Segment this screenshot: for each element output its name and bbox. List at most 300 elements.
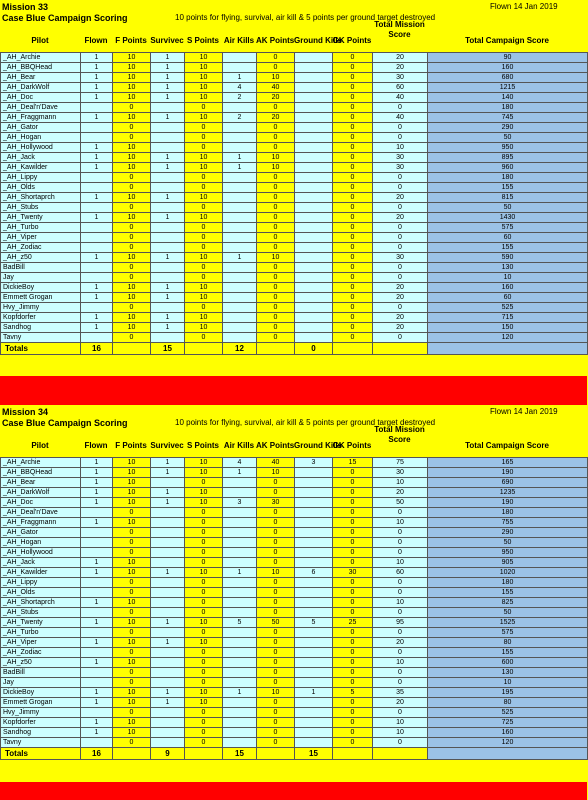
s-points-cell[interactable]: 0 — [185, 738, 223, 748]
air-kills-cell[interactable]: 1 — [223, 163, 257, 173]
pilot-cell[interactable]: _AH_Olds — [1, 588, 81, 598]
flown-cell[interactable]: 1 — [81, 163, 113, 173]
gk-points-cell[interactable]: 0 — [333, 123, 373, 133]
total-mission-score-cell[interactable]: 0 — [373, 223, 428, 233]
ground-kills-cell[interactable] — [295, 133, 333, 143]
s-points-cell[interactable]: 10 — [185, 293, 223, 303]
ground-kills-cell[interactable] — [295, 698, 333, 708]
f-points-cell[interactable]: 10 — [113, 558, 151, 568]
survived-cell[interactable] — [151, 273, 185, 283]
air-kills-cell[interactable] — [223, 738, 257, 748]
survived-cell[interactable] — [151, 133, 185, 143]
total-campaign-score-cell[interactable]: 1525 — [428, 618, 588, 628]
f-points-cell[interactable]: 0 — [113, 123, 151, 133]
pilot-cell[interactable]: _AH_BBQHead — [1, 468, 81, 478]
f-points-cell[interactable]: 0 — [113, 678, 151, 688]
ak-points-cell[interactable]: 0 — [257, 103, 295, 113]
air-kills-cell[interactable]: 5 — [223, 618, 257, 628]
ground-kills-cell[interactable] — [295, 538, 333, 548]
ak-points-cell[interactable]: 0 — [257, 283, 295, 293]
survived-cell[interactable] — [151, 103, 185, 113]
s-points-cell[interactable]: 0 — [185, 668, 223, 678]
pilot-cell[interactable]: Hvy_Jimmy — [1, 303, 81, 313]
f-points-cell[interactable]: 10 — [113, 718, 151, 728]
survived-cell[interactable] — [151, 558, 185, 568]
f-points-cell[interactable]: 0 — [113, 273, 151, 283]
air-kills-cell[interactable] — [223, 648, 257, 658]
flown-cell[interactable] — [81, 648, 113, 658]
ground-kills-cell[interactable] — [295, 648, 333, 658]
s-points-cell[interactable]: 10 — [185, 253, 223, 263]
flown-cell[interactable]: 1 — [81, 558, 113, 568]
s-points-cell[interactable]: 0 — [185, 678, 223, 688]
air-kills-cell[interactable] — [223, 133, 257, 143]
air-kills-cell[interactable] — [223, 193, 257, 203]
total-mission-score-cell[interactable]: 0 — [373, 548, 428, 558]
f-points-cell[interactable]: 0 — [113, 628, 151, 638]
air-kills-cell[interactable] — [223, 313, 257, 323]
ground-kills-cell[interactable] — [295, 183, 333, 193]
ground-kills-cell[interactable] — [295, 468, 333, 478]
survived-cell[interactable] — [151, 183, 185, 193]
survived-cell[interactable]: 1 — [151, 213, 185, 223]
flown-cell[interactable]: 1 — [81, 598, 113, 608]
flown-cell[interactable]: 1 — [81, 323, 113, 333]
survived-cell[interactable]: 1 — [151, 93, 185, 103]
ground-kills-cell[interactable] — [295, 293, 333, 303]
total-mission-score-cell[interactable]: 10 — [373, 598, 428, 608]
ground-kills-cell[interactable] — [295, 143, 333, 153]
pilot-cell[interactable]: _AH_Hogan — [1, 133, 81, 143]
survived-cell[interactable] — [151, 658, 185, 668]
survived-cell[interactable] — [151, 708, 185, 718]
s-points-cell[interactable]: 10 — [185, 113, 223, 123]
survived-cell[interactable] — [151, 578, 185, 588]
air-kills-cell[interactable] — [223, 558, 257, 568]
ak-points-cell[interactable]: 0 — [257, 133, 295, 143]
flown-cell[interactable]: 1 — [81, 283, 113, 293]
ground-kills-cell[interactable] — [295, 658, 333, 668]
survived-cell[interactable]: 1 — [151, 53, 185, 63]
gk-points-cell[interactable]: 0 — [333, 303, 373, 313]
f-points-cell[interactable]: 10 — [113, 498, 151, 508]
ak-points-cell[interactable]: 0 — [257, 488, 295, 498]
ak-points-cell[interactable]: 0 — [257, 578, 295, 588]
f-points-cell[interactable]: 0 — [113, 183, 151, 193]
gk-points-cell[interactable]: 0 — [333, 668, 373, 678]
ground-kills-cell[interactable] — [295, 263, 333, 273]
pilot-cell[interactable]: _AH_Fraggmann — [1, 518, 81, 528]
f-points-cell[interactable]: 0 — [113, 263, 151, 273]
ground-kills-cell[interactable] — [295, 53, 333, 63]
ak-points-cell[interactable]: 0 — [257, 53, 295, 63]
s-points-cell[interactable]: 0 — [185, 273, 223, 283]
total-campaign-score-cell[interactable]: 90 — [428, 53, 588, 63]
flown-cell[interactable] — [81, 273, 113, 283]
air-kills-cell[interactable]: 1 — [223, 568, 257, 578]
total-mission-score-cell[interactable]: 0 — [373, 648, 428, 658]
air-kills-cell[interactable] — [223, 63, 257, 73]
ground-kills-cell[interactable] — [295, 213, 333, 223]
survived-cell[interactable]: 1 — [151, 468, 185, 478]
total-campaign-score-cell[interactable]: 600 — [428, 658, 588, 668]
s-points-cell[interactable]: 0 — [185, 518, 223, 528]
f-points-cell[interactable]: 0 — [113, 648, 151, 658]
total-campaign-score-cell[interactable]: 60 — [428, 293, 588, 303]
air-kills-cell[interactable] — [223, 548, 257, 558]
f-points-cell[interactable]: 10 — [113, 283, 151, 293]
s-points-cell[interactable]: 10 — [185, 698, 223, 708]
ground-kills-cell[interactable] — [295, 678, 333, 688]
ak-points-cell[interactable]: 0 — [257, 173, 295, 183]
pilot-cell[interactable]: _AH_Hollywood — [1, 143, 81, 153]
total-campaign-score-cell[interactable]: 950 — [428, 143, 588, 153]
s-points-cell[interactable]: 0 — [185, 528, 223, 538]
flown-cell[interactable] — [81, 528, 113, 538]
total-mission-score-cell[interactable]: 0 — [373, 173, 428, 183]
s-points-cell[interactable]: 10 — [185, 468, 223, 478]
gk-points-cell[interactable]: 0 — [333, 678, 373, 688]
ak-points-cell[interactable]: 0 — [257, 548, 295, 558]
gk-points-cell[interactable]: 0 — [333, 648, 373, 658]
s-points-cell[interactable]: 0 — [185, 728, 223, 738]
air-kills-cell[interactable] — [223, 53, 257, 63]
total-mission-score-cell[interactable]: 0 — [373, 103, 428, 113]
total-campaign-score-cell[interactable]: 165 — [428, 458, 588, 468]
flown-cell[interactable] — [81, 173, 113, 183]
gk-points-cell[interactable]: 0 — [333, 143, 373, 153]
survived-cell[interactable]: 1 — [151, 498, 185, 508]
f-points-cell[interactable]: 10 — [113, 93, 151, 103]
f-points-cell[interactable]: 0 — [113, 578, 151, 588]
ak-points-cell[interactable]: 0 — [257, 183, 295, 193]
gk-points-cell[interactable]: 0 — [333, 93, 373, 103]
ak-points-cell[interactable]: 10 — [257, 253, 295, 263]
gk-points-cell[interactable]: 0 — [333, 203, 373, 213]
total-mission-score-cell[interactable]: 30 — [373, 253, 428, 263]
flown-cell[interactable]: 1 — [81, 688, 113, 698]
total-mission-score-cell[interactable]: 40 — [373, 113, 428, 123]
ground-kills-cell[interactable] — [295, 628, 333, 638]
s-points-cell[interactable]: 10 — [185, 63, 223, 73]
total-mission-score-cell[interactable]: 0 — [373, 303, 428, 313]
total-campaign-score-cell[interactable]: 1235 — [428, 488, 588, 498]
pilot-cell[interactable]: DickieBoy — [1, 283, 81, 293]
flown-cell[interactable] — [81, 133, 113, 143]
ak-points-cell[interactable]: 0 — [257, 63, 295, 73]
ground-kills-cell[interactable] — [295, 73, 333, 83]
total-mission-score-cell[interactable]: 0 — [373, 668, 428, 678]
ak-points-cell[interactable]: 0 — [257, 698, 295, 708]
air-kills-cell[interactable] — [223, 478, 257, 488]
total-mission-score-cell[interactable]: 0 — [373, 333, 428, 343]
flown-cell[interactable]: 1 — [81, 498, 113, 508]
s-points-cell[interactable]: 0 — [185, 598, 223, 608]
ak-points-cell[interactable]: 0 — [257, 333, 295, 343]
flown-cell[interactable] — [81, 233, 113, 243]
s-points-cell[interactable]: 10 — [185, 618, 223, 628]
ak-points-cell[interactable]: 0 — [257, 123, 295, 133]
ground-kills-cell[interactable] — [295, 83, 333, 93]
ak-points-cell[interactable]: 0 — [257, 728, 295, 738]
air-kills-cell[interactable] — [223, 273, 257, 283]
flown-cell[interactable]: 1 — [81, 488, 113, 498]
total-campaign-score-cell[interactable]: 180 — [428, 173, 588, 183]
survived-cell[interactable] — [151, 243, 185, 253]
ak-points-cell[interactable]: 0 — [257, 303, 295, 313]
flown-cell[interactable] — [81, 508, 113, 518]
f-points-cell[interactable]: 10 — [113, 618, 151, 628]
survived-cell[interactable] — [151, 528, 185, 538]
ak-points-cell[interactable]: 10 — [257, 73, 295, 83]
gk-points-cell[interactable]: 0 — [333, 263, 373, 273]
flown-cell[interactable] — [81, 628, 113, 638]
total-mission-score-cell[interactable]: 10 — [373, 478, 428, 488]
s-points-cell[interactable]: 0 — [185, 243, 223, 253]
ground-kills-cell[interactable] — [295, 163, 333, 173]
air-kills-cell[interactable] — [223, 658, 257, 668]
f-points-cell[interactable]: 10 — [113, 488, 151, 498]
total-campaign-score-cell[interactable]: 190 — [428, 498, 588, 508]
total-mission-score-cell[interactable]: 0 — [373, 273, 428, 283]
gk-points-cell[interactable]: 0 — [333, 608, 373, 618]
total-campaign-score-cell[interactable]: 80 — [428, 698, 588, 708]
total-mission-score-cell[interactable]: 0 — [373, 578, 428, 588]
ground-kills-cell[interactable] — [295, 283, 333, 293]
flown-cell[interactable] — [81, 548, 113, 558]
total-mission-score-cell[interactable]: 0 — [373, 263, 428, 273]
flown-cell[interactable] — [81, 708, 113, 718]
f-points-cell[interactable]: 10 — [113, 213, 151, 223]
pilot-cell[interactable]: _AH_Kawilder — [1, 568, 81, 578]
total-mission-score-cell[interactable]: 30 — [373, 468, 428, 478]
ak-points-cell[interactable]: 0 — [257, 708, 295, 718]
pilot-cell[interactable]: _AH_Stubs — [1, 203, 81, 213]
air-kills-cell[interactable]: 1 — [223, 253, 257, 263]
flown-cell[interactable]: 1 — [81, 63, 113, 73]
total-campaign-score-cell[interactable]: 180 — [428, 103, 588, 113]
ground-kills-cell[interactable] — [295, 668, 333, 678]
air-kills-cell[interactable] — [223, 183, 257, 193]
f-points-cell[interactable]: 10 — [113, 143, 151, 153]
pilot-cell[interactable]: _AH_Olds — [1, 183, 81, 193]
pilot-cell[interactable]: _AH_Jack — [1, 558, 81, 568]
total-campaign-score-cell[interactable]: 1215 — [428, 83, 588, 93]
total-campaign-score-cell[interactable]: 825 — [428, 598, 588, 608]
survived-cell[interactable]: 1 — [151, 638, 185, 648]
air-kills-cell[interactable] — [223, 628, 257, 638]
f-points-cell[interactable]: 10 — [113, 73, 151, 83]
flown-cell[interactable] — [81, 333, 113, 343]
flown-cell[interactable] — [81, 608, 113, 618]
total-mission-score-cell[interactable]: 75 — [373, 458, 428, 468]
f-points-cell[interactable]: 10 — [113, 63, 151, 73]
s-points-cell[interactable]: 10 — [185, 638, 223, 648]
survived-cell[interactable]: 1 — [151, 73, 185, 83]
pilot-cell[interactable]: Sandhog — [1, 728, 81, 738]
survived-cell[interactable] — [151, 518, 185, 528]
pilot-cell[interactable]: _AH_Turbo — [1, 223, 81, 233]
flown-cell[interactable] — [81, 183, 113, 193]
ground-kills-cell[interactable]: 5 — [295, 618, 333, 628]
gk-points-cell[interactable]: 0 — [333, 63, 373, 73]
flown-cell[interactable] — [81, 678, 113, 688]
ground-kills-cell[interactable] — [295, 223, 333, 233]
pilot-cell[interactable]: _AH_Twenty — [1, 618, 81, 628]
survived-cell[interactable]: 1 — [151, 688, 185, 698]
ak-points-cell[interactable]: 0 — [257, 608, 295, 618]
total-mission-score-cell[interactable]: 0 — [373, 203, 428, 213]
ground-kills-cell[interactable] — [295, 728, 333, 738]
total-campaign-score-cell[interactable]: 525 — [428, 708, 588, 718]
total-campaign-score-cell[interactable]: 80 — [428, 638, 588, 648]
survived-cell[interactable] — [151, 738, 185, 748]
gk-points-cell[interactable]: 0 — [333, 588, 373, 598]
total-mission-score-cell[interactable]: 0 — [373, 628, 428, 638]
total-mission-score-cell[interactable]: 20 — [373, 638, 428, 648]
ak-points-cell[interactable]: 0 — [257, 273, 295, 283]
survived-cell[interactable] — [151, 628, 185, 638]
pilot-cell[interactable]: _AH_BBQHead — [1, 63, 81, 73]
survived-cell[interactable] — [151, 303, 185, 313]
s-points-cell[interactable]: 0 — [185, 718, 223, 728]
ak-points-cell[interactable]: 10 — [257, 468, 295, 478]
ground-kills-cell[interactable] — [295, 708, 333, 718]
f-points-cell[interactable]: 10 — [113, 53, 151, 63]
ak-points-cell[interactable]: 10 — [257, 688, 295, 698]
gk-points-cell[interactable]: 0 — [333, 518, 373, 528]
air-kills-cell[interactable] — [223, 143, 257, 153]
ak-points-cell[interactable]: 0 — [257, 243, 295, 253]
gk-points-cell[interactable]: 0 — [333, 213, 373, 223]
flown-cell[interactable] — [81, 103, 113, 113]
total-mission-score-cell[interactable]: 60 — [373, 568, 428, 578]
ground-kills-cell[interactable] — [295, 93, 333, 103]
total-campaign-score-cell[interactable]: 155 — [428, 183, 588, 193]
s-points-cell[interactable]: 0 — [185, 333, 223, 343]
total-campaign-score-cell[interactable]: 10 — [428, 678, 588, 688]
ground-kills-cell[interactable] — [295, 578, 333, 588]
pilot-cell[interactable]: _AH_z50 — [1, 658, 81, 668]
flown-cell[interactable]: 1 — [81, 518, 113, 528]
ground-kills-cell[interactable]: 3 — [295, 458, 333, 468]
s-points-cell[interactable]: 10 — [185, 458, 223, 468]
pilot-cell[interactable]: _AH_Fraggmann — [1, 113, 81, 123]
survived-cell[interactable] — [151, 508, 185, 518]
gk-points-cell[interactable]: 0 — [333, 163, 373, 173]
total-campaign-score-cell[interactable]: 155 — [428, 243, 588, 253]
ak-points-cell[interactable]: 40 — [257, 83, 295, 93]
air-kills-cell[interactable] — [223, 293, 257, 303]
gk-points-cell[interactable]: 0 — [333, 333, 373, 343]
ak-points-cell[interactable]: 10 — [257, 153, 295, 163]
total-mission-score-cell[interactable]: 30 — [373, 163, 428, 173]
f-points-cell[interactable]: 0 — [113, 508, 151, 518]
total-campaign-score-cell[interactable]: 10 — [428, 273, 588, 283]
s-points-cell[interactable]: 0 — [185, 203, 223, 213]
s-points-cell[interactable]: 10 — [185, 498, 223, 508]
gk-points-cell[interactable]: 0 — [333, 508, 373, 518]
air-kills-cell[interactable]: 1 — [223, 153, 257, 163]
pilot-cell[interactable]: _AH_Zodiac — [1, 243, 81, 253]
pilot-cell[interactable]: Sandhog — [1, 323, 81, 333]
total-mission-score-cell[interactable]: 0 — [373, 508, 428, 518]
gk-points-cell[interactable]: 0 — [333, 548, 373, 558]
total-campaign-score-cell[interactable]: 575 — [428, 223, 588, 233]
s-points-cell[interactable]: 10 — [185, 213, 223, 223]
total-mission-score-cell[interactable]: 10 — [373, 518, 428, 528]
ak-points-cell[interactable]: 0 — [257, 738, 295, 748]
air-kills-cell[interactable]: 3 — [223, 498, 257, 508]
survived-cell[interactable] — [151, 718, 185, 728]
gk-points-cell[interactable]: 0 — [333, 53, 373, 63]
gk-points-cell[interactable]: 0 — [333, 323, 373, 333]
ak-points-cell[interactable]: 0 — [257, 263, 295, 273]
air-kills-cell[interactable]: 1 — [223, 688, 257, 698]
pilot-cell[interactable]: _AH_Hollywood — [1, 548, 81, 558]
flown-cell[interactable]: 1 — [81, 113, 113, 123]
total-campaign-score-cell[interactable]: 160 — [428, 283, 588, 293]
survived-cell[interactable] — [151, 478, 185, 488]
total-mission-score-cell[interactable]: 20 — [373, 323, 428, 333]
pilot-cell[interactable]: _AH_Archie — [1, 53, 81, 63]
gk-points-cell[interactable]: 15 — [333, 458, 373, 468]
total-campaign-score-cell[interactable]: 50 — [428, 133, 588, 143]
survived-cell[interactable] — [151, 548, 185, 558]
gk-points-cell[interactable]: 0 — [333, 598, 373, 608]
s-points-cell[interactable]: 10 — [185, 688, 223, 698]
gk-points-cell[interactable]: 0 — [333, 283, 373, 293]
gk-points-cell[interactable]: 0 — [333, 628, 373, 638]
total-campaign-score-cell[interactable]: 715 — [428, 313, 588, 323]
flown-cell[interactable] — [81, 578, 113, 588]
flown-cell[interactable] — [81, 668, 113, 678]
gk-points-cell[interactable]: 0 — [333, 578, 373, 588]
total-mission-score-cell[interactable]: 50 — [373, 498, 428, 508]
flown-cell[interactable] — [81, 738, 113, 748]
ak-points-cell[interactable]: 0 — [257, 658, 295, 668]
f-points-cell[interactable]: 10 — [113, 698, 151, 708]
total-mission-score-cell[interactable]: 0 — [373, 233, 428, 243]
total-mission-score-cell[interactable]: 0 — [373, 608, 428, 618]
total-mission-score-cell[interactable]: 20 — [373, 313, 428, 323]
f-points-cell[interactable]: 10 — [113, 598, 151, 608]
total-campaign-score-cell[interactable]: 120 — [428, 333, 588, 343]
total-campaign-score-cell[interactable]: 590 — [428, 253, 588, 263]
ak-points-cell[interactable]: 0 — [257, 193, 295, 203]
flown-cell[interactable] — [81, 588, 113, 598]
s-points-cell[interactable]: 0 — [185, 658, 223, 668]
f-points-cell[interactable]: 0 — [113, 223, 151, 233]
f-points-cell[interactable]: 0 — [113, 608, 151, 618]
flown-cell[interactable]: 1 — [81, 313, 113, 323]
f-points-cell[interactable]: 10 — [113, 478, 151, 488]
f-points-cell[interactable]: 10 — [113, 113, 151, 123]
f-points-cell[interactable]: 0 — [113, 588, 151, 598]
f-points-cell[interactable]: 0 — [113, 173, 151, 183]
s-points-cell[interactable]: 0 — [185, 578, 223, 588]
air-kills-cell[interactable] — [223, 223, 257, 233]
total-mission-score-cell[interactable]: 20 — [373, 488, 428, 498]
gk-points-cell[interactable]: 0 — [333, 538, 373, 548]
total-mission-score-cell[interactable]: 10 — [373, 658, 428, 668]
pilot-cell[interactable]: _AH_Hogan — [1, 538, 81, 548]
total-mission-score-cell[interactable]: 10 — [373, 728, 428, 738]
gk-points-cell[interactable]: 5 — [333, 688, 373, 698]
survived-cell[interactable] — [151, 588, 185, 598]
survived-cell[interactable] — [151, 648, 185, 658]
s-points-cell[interactable]: 0 — [185, 538, 223, 548]
